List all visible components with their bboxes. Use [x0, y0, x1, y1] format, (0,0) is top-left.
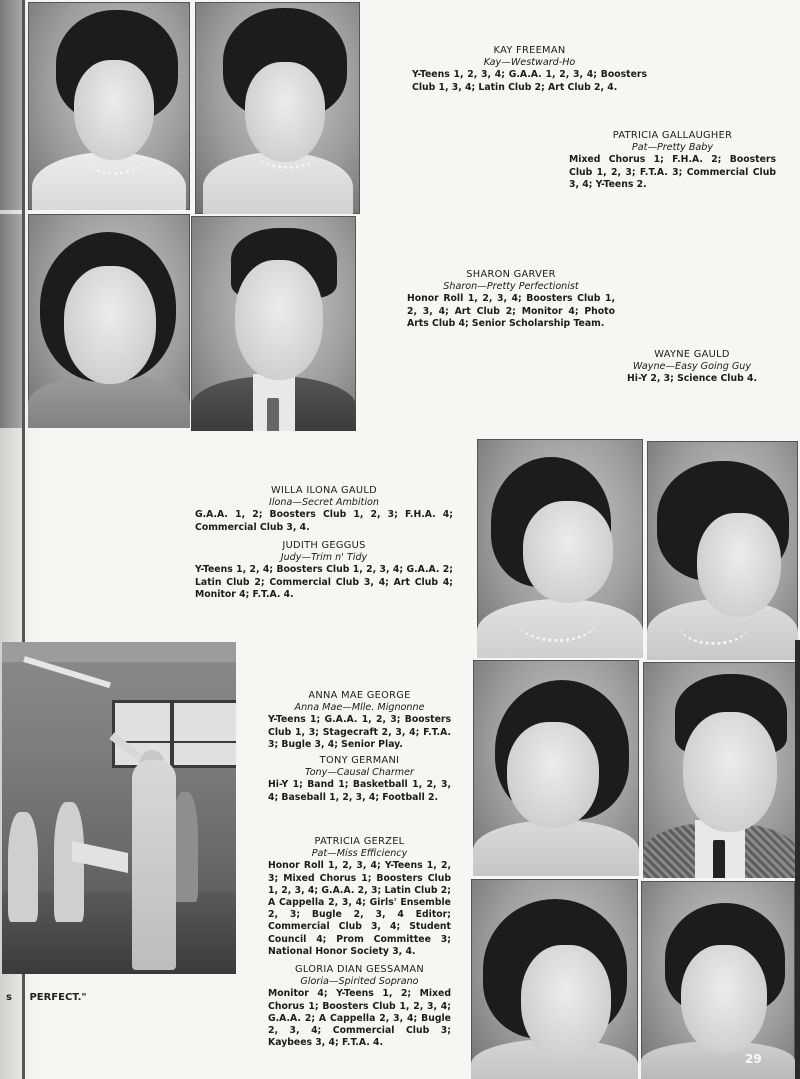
bio-anna-mae-george — [268, 690, 451, 751]
bio-patricia-gallaugher — [569, 130, 776, 191]
candid-photo-orchestra — [2, 642, 236, 974]
portrait-gloria-dian-gessaman — [641, 881, 795, 1079]
senior-name: PATRICIA GERZEL — [314, 836, 405, 847]
senior-activities: Honor Roll 1, 2, 3, 4; Boosters Club 1, 2, 3, 4; Art Club 2; Monitor 4; Photo Arts Club 4; Senior Scholarship Team. — [407, 293, 615, 329]
portrait-sharon-garver — [28, 214, 190, 428]
senior-activities: Y-Teens 1, 2, 3, 4; G.A.A. 1, 2, 3, 4; Boosters Club 1, 3, 4; Latin Club 2; Art Club 2, 4. — [412, 69, 647, 93]
senior-activities: G.A.A. 1, 2; Boosters Club 1, 2, 3; F.H.A. 4; Commercial Club 3, 4. — [195, 509, 453, 533]
senior-nickname: Kay—Westward-Ho — [483, 57, 576, 69]
portrait-wayne-gauld — [191, 216, 356, 431]
senior-nickname: Wayne—Easy Going Guy — [632, 361, 752, 373]
senior-name: GLORIA DIAN GESSAMAN — [294, 964, 425, 975]
portrait-patricia-gallaugher — [195, 2, 360, 214]
senior-nickname: Pat—Pretty Baby — [631, 142, 714, 154]
senior-name: JUDITH GEGGUS — [282, 540, 366, 551]
page-number: 29 — [745, 1052, 762, 1066]
senior-nickname: Ilona—Secret Ambition — [269, 497, 379, 509]
senior-activities: Mixed Chorus 1; F.H.A. 2; Boosters Club 1, 2, 3; F.T.A. 3; Commercial Club 3, 4; Y-Teens 2. — [569, 154, 776, 190]
partial-portrait-edge — [0, 0, 22, 210]
senior-activities: Honor Roll 1, 2, 3, 4; Y-Teens 1, 2, 3; Mixed Chorus 1; Boosters Club 1, 2, 3, 4; G.A.A. 2, 3; Latin Club 2; A Cappella 2, 3, 4; Girls' Ensemble 2, 3; Bugle 2, 3, 4 Editor; Commercial Club 3, 4; Student Council 4; Prom Committee 3; National Honor Society 3, 4. — [268, 860, 451, 957]
senior-nickname: Anna Mae—Mlle. Mignonne — [294, 702, 425, 714]
candid-photo-caption — [6, 992, 87, 1003]
senior-name: TONY GERMANI — [319, 755, 400, 766]
senior-nickname: Pat—Miss Efficiency — [311, 848, 408, 860]
senior-activities: Y-Teens 1, 2, 4; Boosters Club 1, 2, 3, 4; G.A.A. 2; Latin Club 2; Commercial Club 3, 4; Art Club 4; Monitor 4; F.T.A. 4. — [195, 564, 453, 600]
partial-portrait-edge — [0, 214, 22, 428]
senior-activities: Hi-Y 1; Band 1; Basketball 1, 2, 3, 4; Baseball 1, 2, 3, 4; Football 2. — [268, 779, 451, 803]
portrait-patricia-gerzel — [471, 879, 638, 1079]
portrait-anna-mae-george — [473, 660, 639, 876]
portrait-kay-freeman — [28, 2, 190, 210]
senior-name: ANNA MAE GEORGE — [308, 690, 411, 701]
senior-nickname: Judy—Trim n' Tidy — [280, 552, 368, 564]
senior-name: WAYNE GAULD — [654, 349, 730, 360]
portrait-judith-geggus — [647, 441, 798, 660]
senior-nickname: Gloria—Spirited Soprano — [300, 976, 419, 988]
bio-gloria-dian-gessaman — [268, 964, 451, 1049]
bio-judith-geggus — [195, 540, 453, 601]
bio-patricia-gerzel — [268, 836, 451, 958]
senior-activities: Hi-Y 2, 3; Science Club 4. — [627, 373, 757, 385]
senior-activities: Monitor 4; Y-Teens 1, 2; Mixed Chorus 1; Boosters Club 1, 2, 3, 4; G.A.A. 2; A Cappella 2, 3, 4; Bugle 2, 3, 4; Commercial Club 3; Kaybees 3, 4; F.T.A. 4. — [268, 988, 451, 1049]
senior-nickname: Sharon—Pretty Perfectionist — [443, 281, 579, 293]
senior-name: WILLA ILONA GAULD — [271, 485, 377, 496]
caption-fragment: s — [6, 992, 12, 1003]
caption-text: PERFECT." — [29, 992, 87, 1003]
senior-nickname: Tony—Causal Charmer — [305, 767, 414, 779]
bio-sharon-garver — [407, 269, 615, 330]
senior-name: KAY FREEMAN — [493, 45, 566, 56]
senior-name: PATRICIA GALLAUGHER — [612, 130, 733, 141]
bio-wayne-gauld — [612, 349, 772, 386]
senior-activities: Y-Teens 1; G.A.A. 1, 2, 3; Boosters Club 1, 3; Stagecraft 2, 3, 4; F.T.A. 3; Bugle 3, 4; Senior Play. — [268, 714, 451, 750]
bio-willa-ilona-gauld — [195, 485, 453, 534]
page-edge-shadow — [795, 640, 800, 1079]
portrait-willa-ilona-gauld — [477, 439, 643, 658]
bio-kay-freeman — [412, 45, 647, 94]
bio-tony-germani — [268, 755, 451, 804]
portrait-tony-germani — [643, 662, 797, 878]
senior-name: SHARON GARVER — [466, 269, 556, 280]
